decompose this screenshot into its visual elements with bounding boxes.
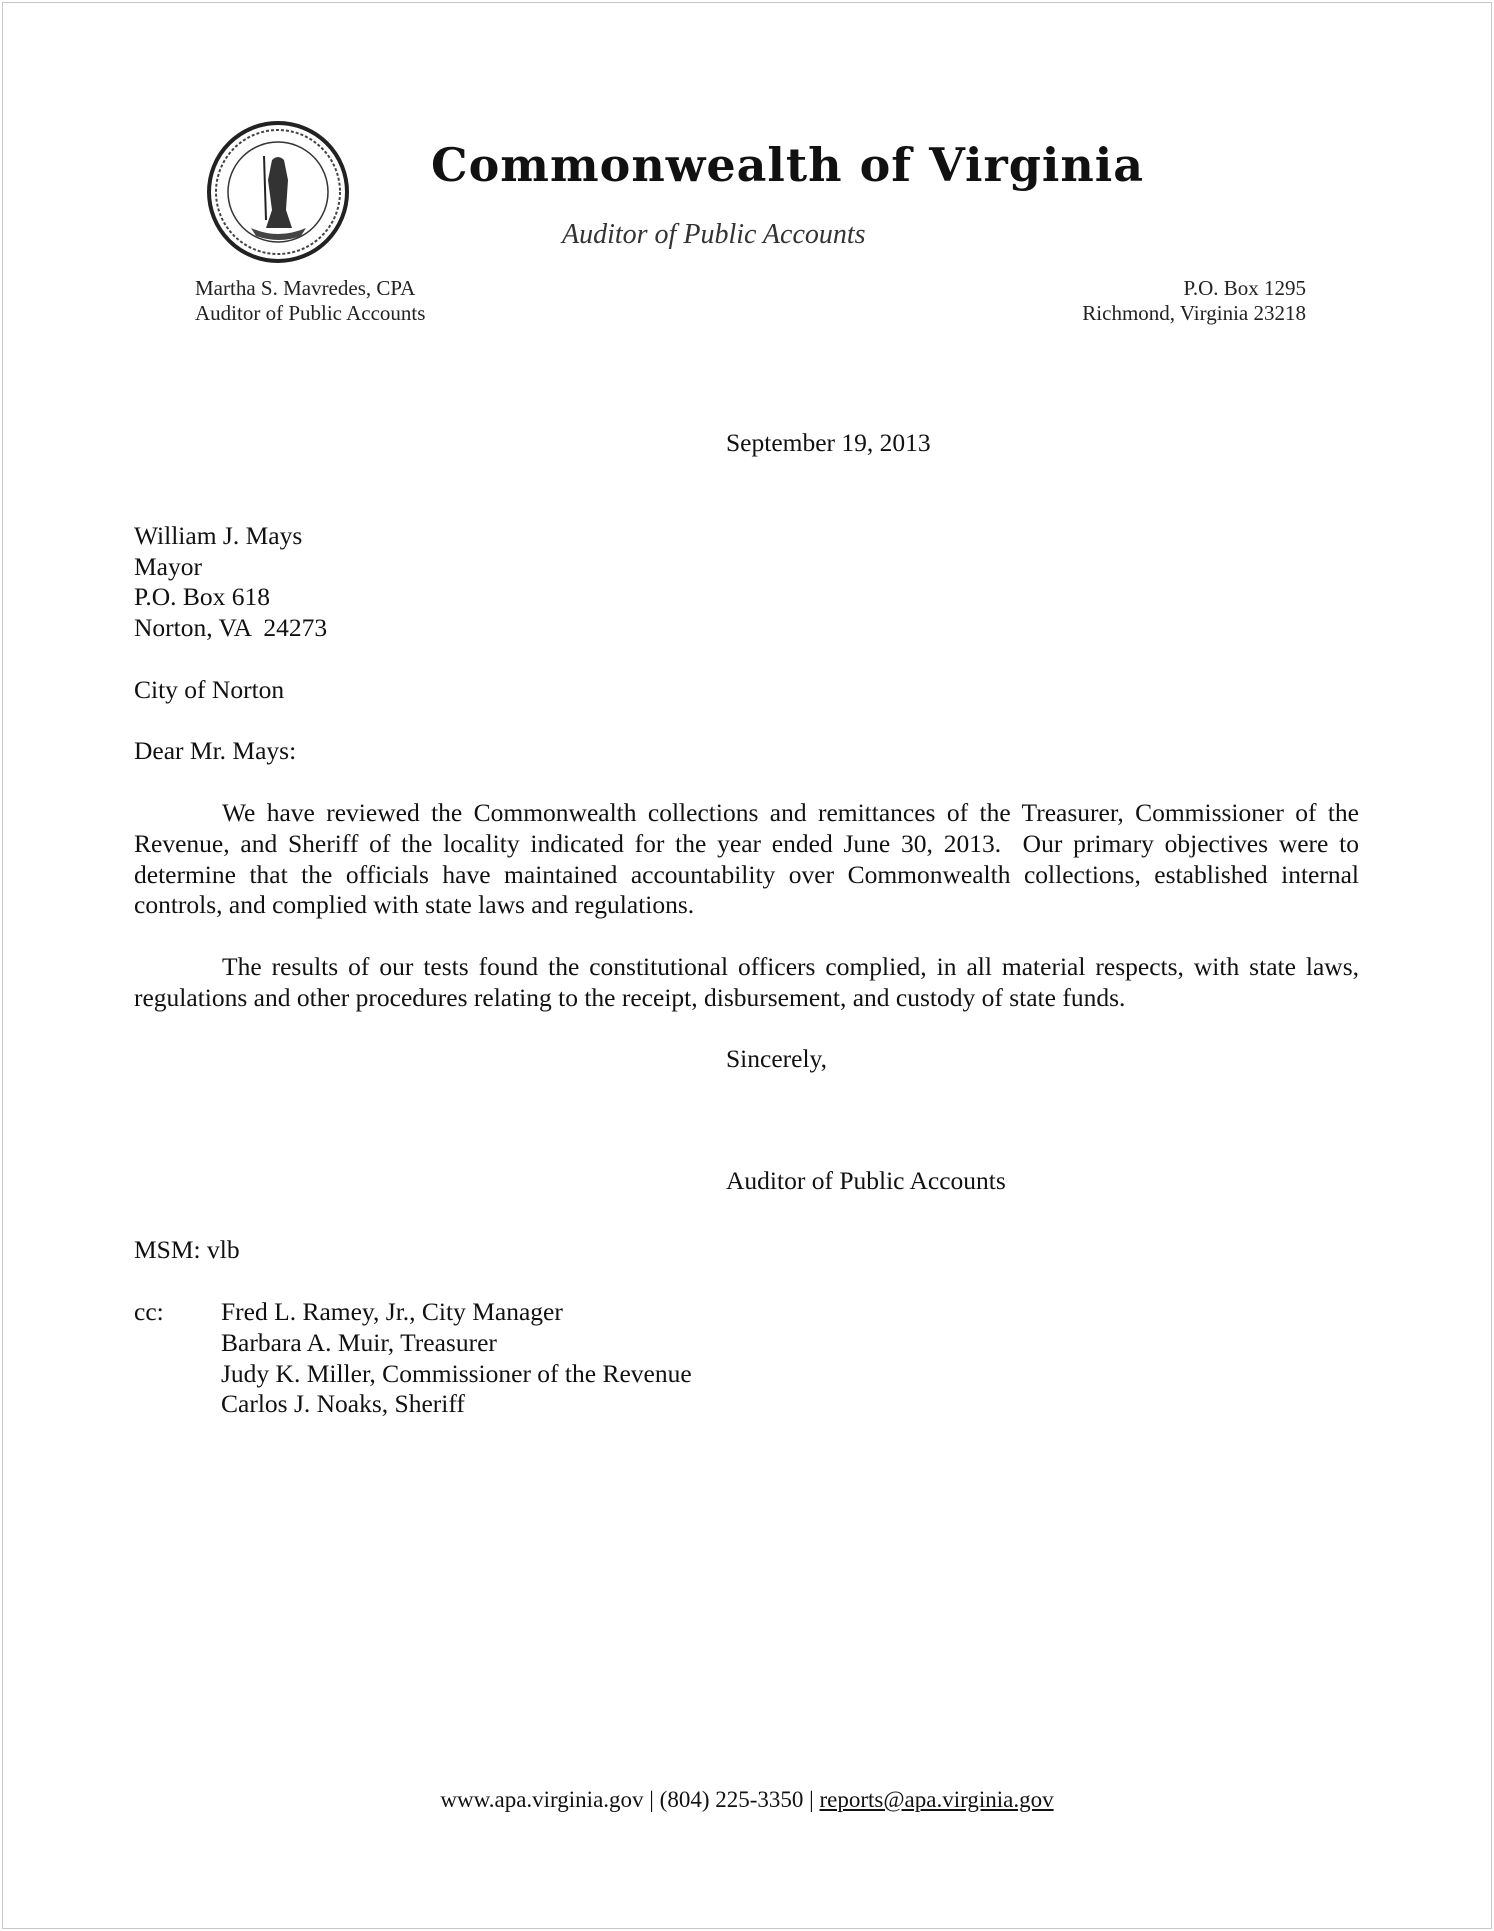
recipient-city: Norton, VA 24273 xyxy=(134,613,328,642)
footer-phone: (804) 225-3350 xyxy=(659,1787,804,1812)
signature-title: Auditor of Public Accounts xyxy=(726,1166,1006,1195)
cc-item: Fred L. Ramey, Jr., City Manager xyxy=(221,1297,563,1326)
cc-item: Barbara A. Muir, Treasurer xyxy=(221,1328,497,1357)
office-po-box: P.O. Box 1295 xyxy=(1183,276,1306,300)
recipient-title: Mayor xyxy=(134,552,202,581)
footer xyxy=(0,1787,1494,1813)
letterhead-subtitle: Auditor of Public Accounts xyxy=(562,219,866,250)
recipient-name: William J. Mays xyxy=(134,521,303,550)
cc-item: Carlos J. Noaks, Sheriff xyxy=(221,1389,465,1418)
recipient-po-box: P.O. Box 618 xyxy=(134,582,271,611)
body-paragraph-2: The results of our tests found the constitutional officers complied, in all material respects, with state laws, regulations and other procedures relating to the receipt, disbursement, and custody of state funds. xyxy=(134,952,1359,1012)
cc-item: Judy K. Miller, Commissioner of the Revenue xyxy=(221,1359,692,1388)
cc-label: cc: xyxy=(134,1297,164,1326)
closing: Sincerely, xyxy=(726,1044,828,1073)
initials: MSM: vlb xyxy=(134,1235,240,1264)
footer-website-link[interactable]: www.apa.virginia.gov xyxy=(440,1787,644,1812)
body-paragraph-1: We have reviewed the Commonwealth collections and remittances of the Treasurer, Commissioner of the Revenue, and Sheriff of the locality indicated for the year ended June 30, 2013. Our primary objectives were to determine that the officials have maintained accountability over Commonwealth collections, established internal controls, and complied with state laws and regulations. xyxy=(134,798,1366,920)
virginia-seal-logo xyxy=(206,120,351,265)
auditor-title: Auditor of Public Accounts xyxy=(195,301,426,325)
locality: City of Norton xyxy=(134,675,285,704)
salutation: Dear Mr. Mays: xyxy=(134,736,297,765)
letterhead-title: Commonwealth of Virginia xyxy=(431,138,1145,192)
letter-date: September 19, 2013 xyxy=(726,428,931,457)
footer-separator: | xyxy=(809,1787,814,1812)
office-city: Richmond, Virginia 23218 xyxy=(1082,301,1306,325)
auditor-name: Martha S. Mavredes, CPA xyxy=(195,276,416,300)
footer-separator: | xyxy=(649,1787,654,1812)
footer-email-link[interactable]: reports@apa.virginia.gov xyxy=(819,1787,1054,1812)
